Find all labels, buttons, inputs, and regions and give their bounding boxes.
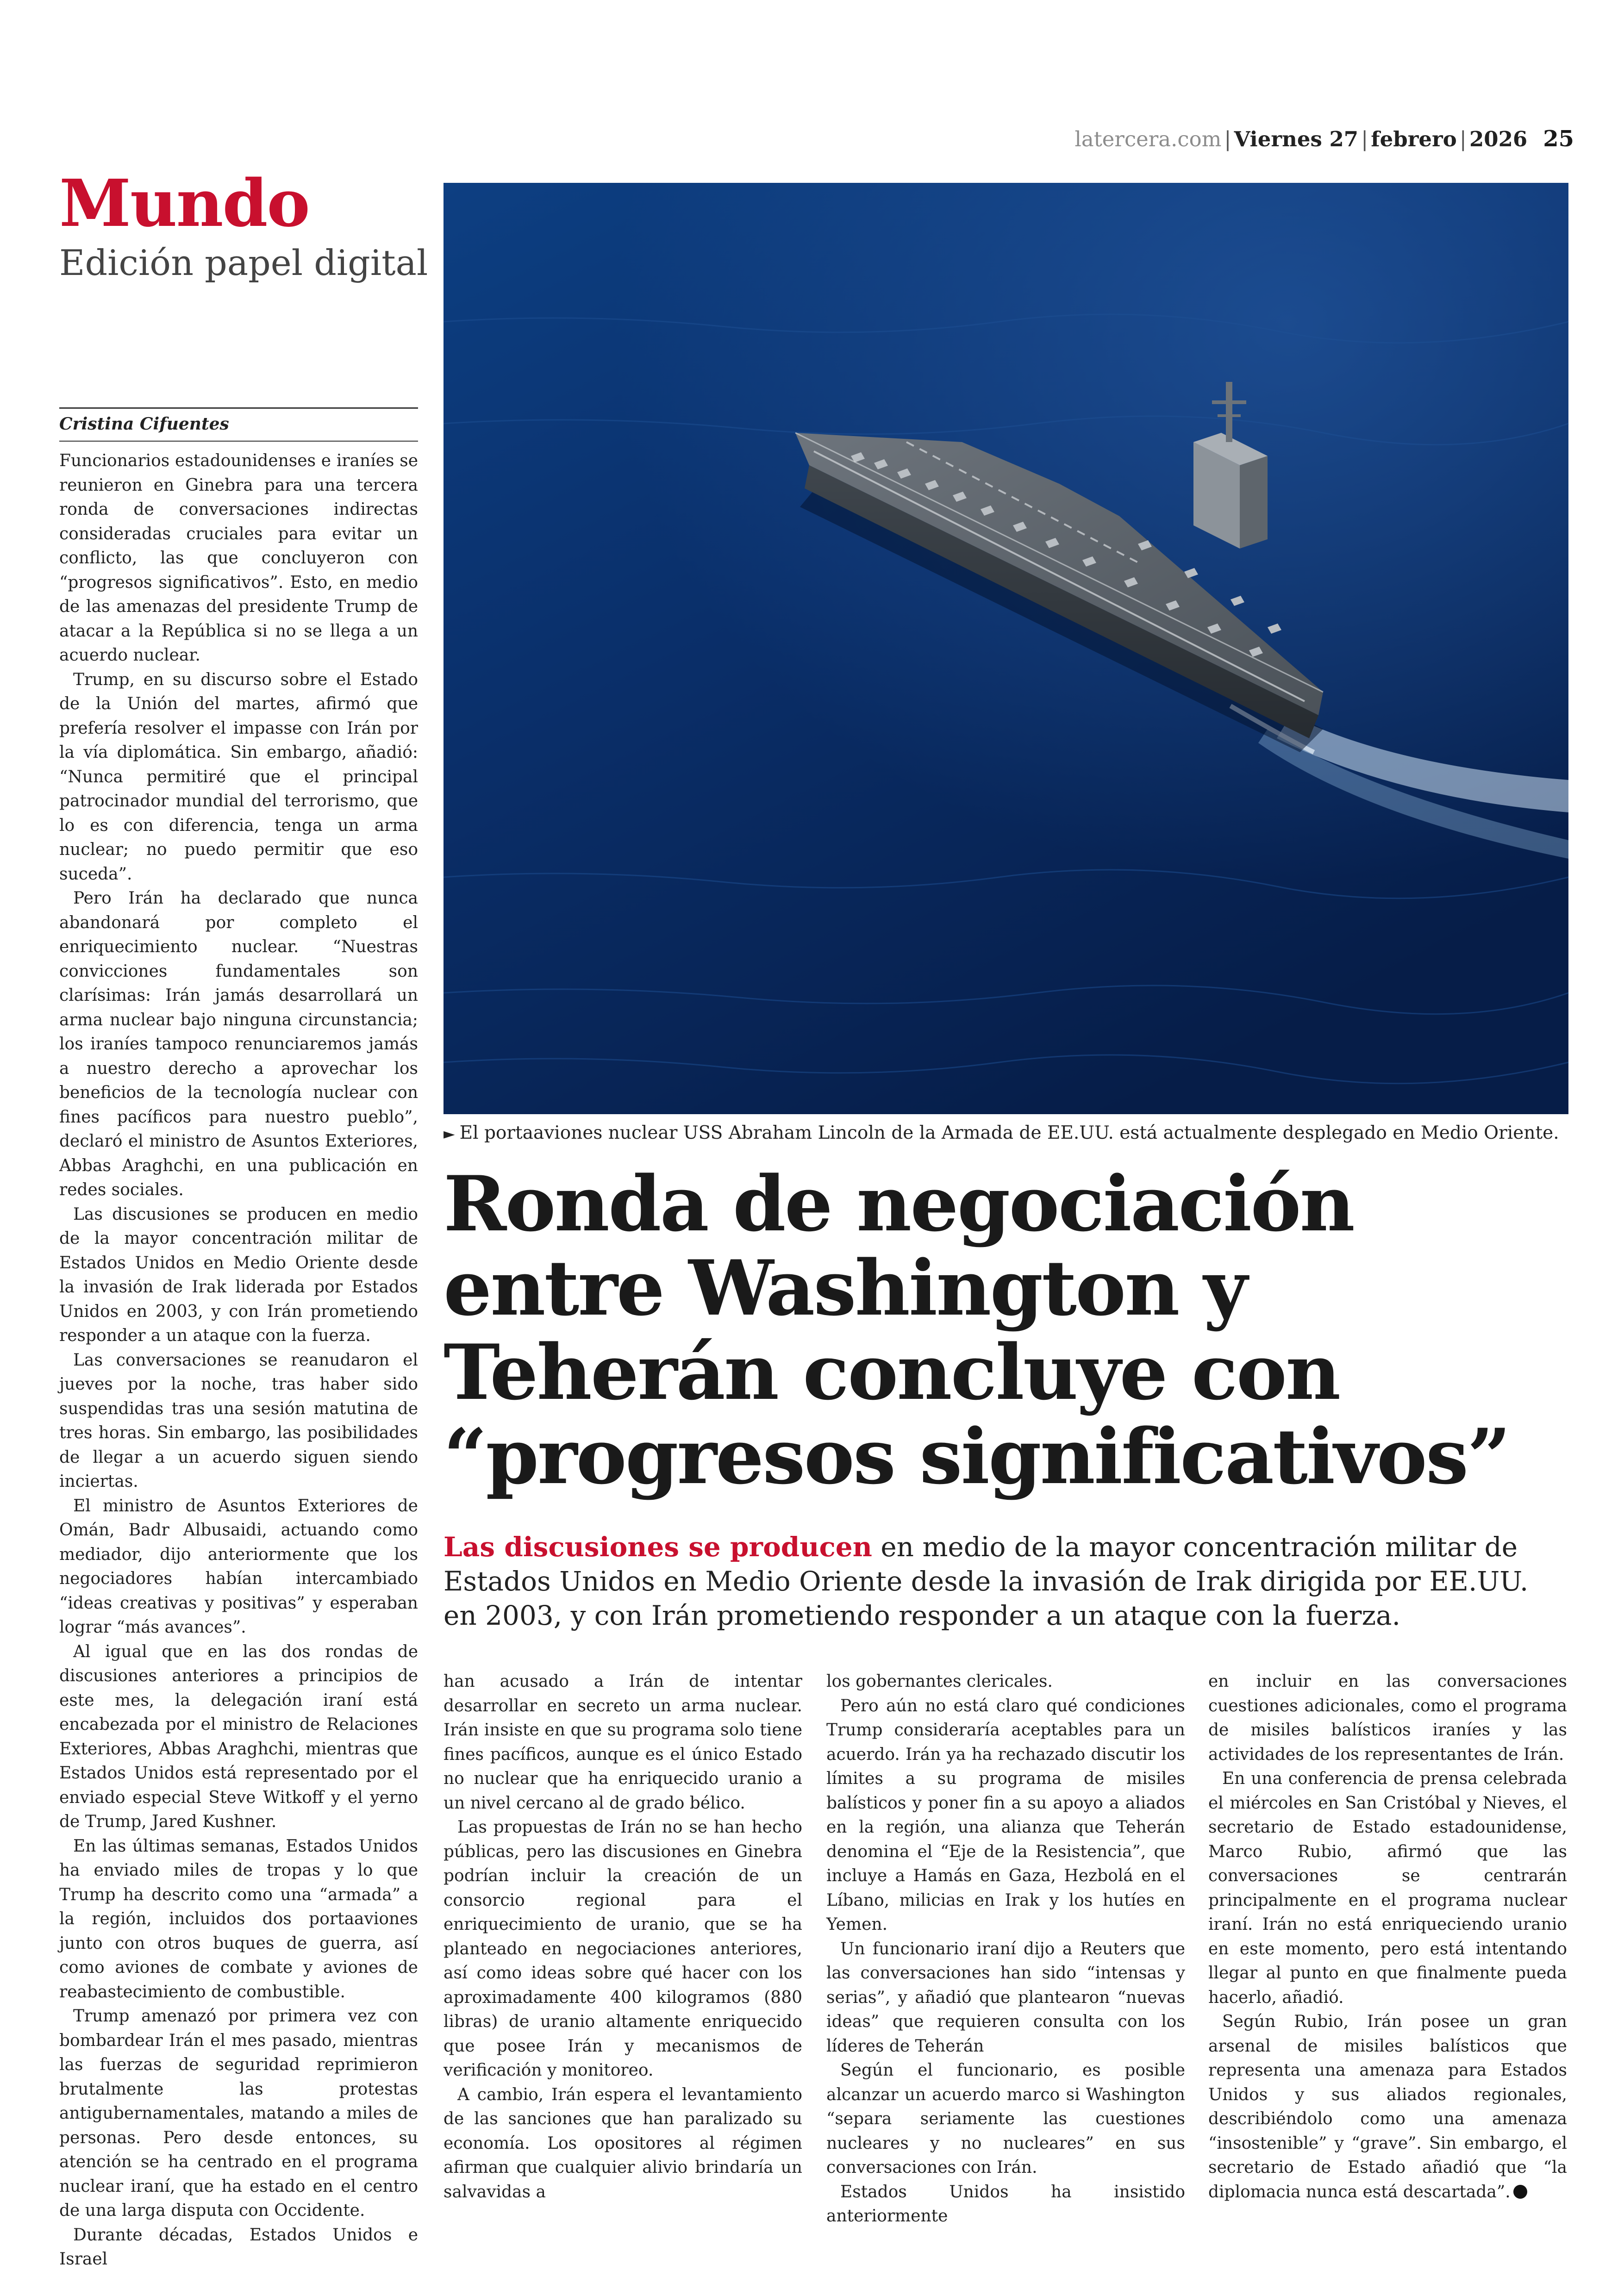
headline: Ronda de negociación entre Washington y Teherán concluye con “progresos significativos” [443, 1159, 1510, 1501]
issue-day: Viernes 27 [1234, 127, 1359, 151]
section-title: Mundo [59, 166, 309, 242]
end-mark-icon [1513, 2185, 1527, 2199]
byline-top-rule [59, 407, 418, 409]
paragraph: Un funcionario iraní dijo a Reuters que las conversaciones han sido “intensas y serias”, y añadió que plantearon “nuevas ideas” que requieren consulta con los líderes de Teherán [826, 1939, 1185, 2056]
paragraph: En una conferencia de prensa celebrada el miércoles en San Cristóbal y Nieves, el secretario de Estado estadounidense, Marco Rubio, afirmó que las conversaciones se centrarán principalmente en el programa nuclear iraní. Irán no está enriqueciendo uranio en este momento, pero está intentando llegar al punto en que finalmente pueda hacerlo, añadió. [1208, 1769, 1567, 2007]
paragraph: A cambio, Irán espera el levantamiento de las sanciones que han paralizado su economía. Los opositores al régimen afirman que cualquier alivio brindaría un salvavidas a [443, 2085, 802, 2201]
paragraph: Las conversaciones se reanudaron el jueves por la noche, tras haber sido suspendidas tras una sesión matutina de tres horas. Sin embargo, las posibilidades de llegar a un acuerdo siguen siendo inciertas. [59, 1350, 418, 1491]
paragraph-text: Según Rubio, Irán posee un gran arsenal de misiles balísticos que representa una amenaza para Estados Unidos y sus aliados regionales, describiéndolo como una amenaza “insostenible” y “grave”. Sin embargo, el secretario de Estado añadió que “la diplomacia nunca está descartada”. [1208, 2012, 1567, 2201]
paragraph: Funcionarios estadounidenses e iraníes se reunieron en Ginebra para una tercera ronda de conversaciones indirectas consideradas cruciales para evitar un conflicto, las que concluyeron con “progresos significativos”. Esto, en medio de las amenazas del presidente Trump de atacar a la República si no se llega a un acuerdo nuclear. [59, 451, 418, 665]
paragraph: Las discusiones se producen en medio de la mayor concentración militar de Estados Unidos en Medio Oriente desde la invasión de Irak liderada por Estados Unidos en 2003, y con Irán prometiendo responder a un ataque con la fuerza. [59, 1204, 418, 1345]
paragraph: En las últimas semanas, Estados Unidos ha enviado miles de tropas y lo que Trump ha descrito como una “armada” a la región, incluidos dos portaaviones junto con otros buques de guerra, así como aviones de combate y aviones de reabastecimiento de combustible. [59, 1836, 418, 2002]
paragraph: Trump, en su discurso sobre el Estado de la Unión del martes, afirmó que prefería resolver el impasse con Irán por la vía diplomática. Sin embargo, añadió: “Nunca permitiré que el principal patrocinador mundial del terrorismo, que lo es con diferencia, tenga un arma nuclear; no puedo permitir que eso suceda”. [59, 670, 418, 884]
issue-month: febrero [1371, 127, 1457, 151]
site-name[interactable]: latercera.com [1074, 127, 1222, 151]
paragraph: han acusado a Irán de intentar desarrollar en secreto un arma nuclear. Irán insiste en que su programa solo tiene fines pacíficos, aunque es el único Estado no nuclear que ha enriquecido uranio a un nivel cercano al de grado bélico. [443, 1672, 802, 1813]
caption-triangle-icon: ► [443, 1125, 455, 1142]
deck [443, 1530, 1568, 1633]
paragraph: Pero aún no está claro qué condiciones Trump consideraría aceptables para un acuerdo. Irán ya ha rechazado discutir los límites a su programa de misiles balísticos y poner fin a su apoyo a aliados en la región, una alianza que Teherán denomina el “Eje de la Resistencia”, que incluye a Hamás en Gaza, Hezbolá en el Líbano, milicias en Irak y los hutíes en Yemen. [826, 1696, 1185, 1934]
paragraph: Trump amenazó por primera vez con bombardear Irán el mes pasado, mientras las fuerzas de seguridad reprimieron brutalmente las protestas antigubernamentales, matando a miles de personas. Pero desde entonces, su atención se ha centrado en el programa nuclear iraní, que ha estado en el centro de una larga disputa con Occidente. [59, 2007, 418, 2220]
paragraph [1208, 2010, 1567, 2204]
deck-lead: Las discusiones se producen [443, 1531, 872, 1563]
paragraph: Pero Irán ha declarado que nunca abandonará por completo el enriquecimiento nuclear. “Nuestras convicciones fundamentales son clarísimas: Irán jamás desarrollará un arma nuclear bajo ninguna circunstancia; los iraníes tampoco renunciaremos jamás a nuestro derecho a aprovechar los beneficios de la tecnología nuclear con fines pacíficos para nuestro pueblo”, declaró el ministro de Asuntos Exteriores, Abbas Araghchi, en una publicación en redes sociales. [59, 889, 418, 1199]
article-column-3 [826, 1670, 1185, 2226]
paragraph: Estados Unidos ha insistido anteriormente [826, 2182, 1185, 2226]
byline-bottom-rule [59, 441, 418, 442]
page-header: latercera.com | Viernes 27 | febrero | 2026 25 [1074, 126, 1574, 152]
byline: Cristina Cifuentes [59, 414, 229, 434]
paragraph: en incluir en las conversaciones cuestiones adicionales, como el programa de misiles balísticos iraníes y las actividades de los representantes de Irán. [1208, 1672, 1567, 1764]
aircraft-carrier-photo [443, 183, 1568, 1114]
paragraph: Durante décadas, Estados Unidos e Israel [59, 2225, 418, 2269]
article-column-2 [443, 1670, 802, 2201]
paragraph: Las propuestas de Irán no se han hecho públicas, pero las discusiones en Ginebra podrían incluir la creación de un consorcio regional para el enriquecimiento de uranio, que se ha planteado en negociaciones anteriores, así como ideas sobre qué hacer con los aproximadamente 400 kilogramos (880 libras) de uranio altamente enriquecido que posee Irán y mecanismos de verificación y monitoreo. [443, 1818, 802, 2080]
deck-text: en medio de la mayor concentración militar de Estados Unidos en Medio Oriente desde la invasión de Irak dirigida por EE.UU. en 2003, y con Irán prometiendo responder a un ataque con la fuerza. [443, 1531, 1529, 1631]
article-column-1 [59, 449, 418, 2269]
paragraph: Al igual que en las dos rondas de discusiones anteriores a principios de este mes, la delegación iraní está encabezada por el ministro de Relaciones Exteriores, Abbas Araghchi, mientras que Estados Unidos está representado por el enviado especial Steve Witkoff y el yerno de Trump, Jared Kushner. [59, 1642, 418, 1831]
photo-caption [443, 1123, 1568, 1143]
article-column-4 [1208, 1670, 1567, 2201]
caption-text: El portaaviones nuclear USS Abraham Lincoln de la Armada de EE.UU. está actualmente desplegado en Medio Oriente. [459, 1123, 1559, 1143]
section-subtitle: Edición papel digital [59, 242, 428, 283]
paragraph: los gobernantes clericales. [826, 1672, 1053, 1691]
issue-year: 2026 [1469, 127, 1528, 151]
page-number: 25 [1543, 126, 1574, 152]
paragraph: El ministro de Asuntos Exteriores de Omán, Badr Albusaidi, actuando como mediador, dijo anteriormente que los negociadores habían intercambiado “ideas creativas y positivas” y esperaban lograr “más avances”. [59, 1496, 418, 1637]
paragraph: Según el funcionario, es posible alcanzar un acuerdo marco si Washington “separa seriamente las cuestiones nucleares y no nucleares” en sus conversaciones con Irán. [826, 2061, 1185, 2177]
article-photo [443, 183, 1568, 1114]
